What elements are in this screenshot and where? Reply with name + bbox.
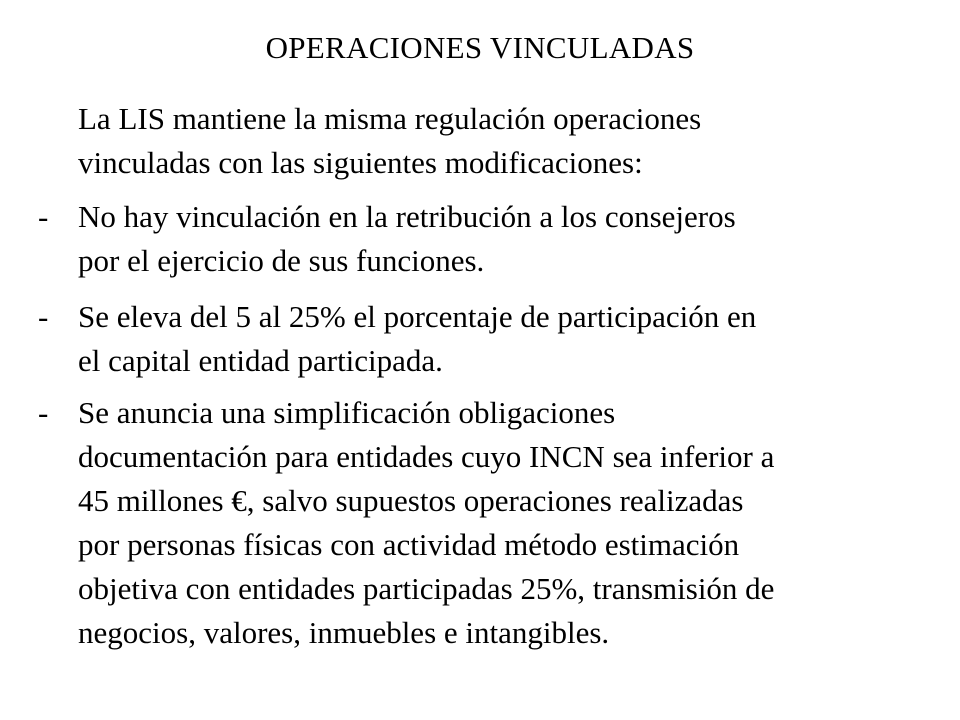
- bullet-dash: -: [38, 299, 49, 334]
- bullet-line: No hay vinculación en la retribución a los consejeros: [78, 199, 736, 234]
- bullet-line: objetiva con entidades participadas 25%, transmisión de: [78, 571, 775, 606]
- bullet-line: documentación para entidades cuyo INCN sea inferior a: [78, 439, 775, 474]
- bullet-text: [78, 295, 938, 383]
- bullet-text: [78, 195, 938, 283]
- intro-paragraph: [78, 97, 908, 185]
- bullet-line: por el ejercicio de sus funciones.: [78, 243, 485, 278]
- bullet-line: 45 millones €, salvo supuestos operaciones realizadas: [78, 483, 744, 518]
- bullet-dash: -: [38, 199, 49, 234]
- slide-title: OPERACIONES VINCULADAS: [265, 30, 695, 65]
- bullet-line: negocios, valores, inmuebles e intangibles.: [78, 615, 610, 650]
- bullet-line: el capital entidad participada.: [78, 343, 443, 378]
- intro-line: La LIS mantiene la misma regulación operaciones: [78, 101, 702, 136]
- bullet-line: por personas físicas con actividad método estimación: [78, 527, 740, 562]
- bullet-line: Se anuncia una simplificación obligaciones: [78, 395, 616, 430]
- bullet-dash: -: [38, 395, 49, 430]
- bullet-line: Se eleva del 5 al 25% el porcentaje de participación en: [78, 299, 757, 334]
- intro-line: vinculadas con las siguientes modificaciones:: [78, 145, 643, 180]
- bullet-text: [78, 391, 938, 655]
